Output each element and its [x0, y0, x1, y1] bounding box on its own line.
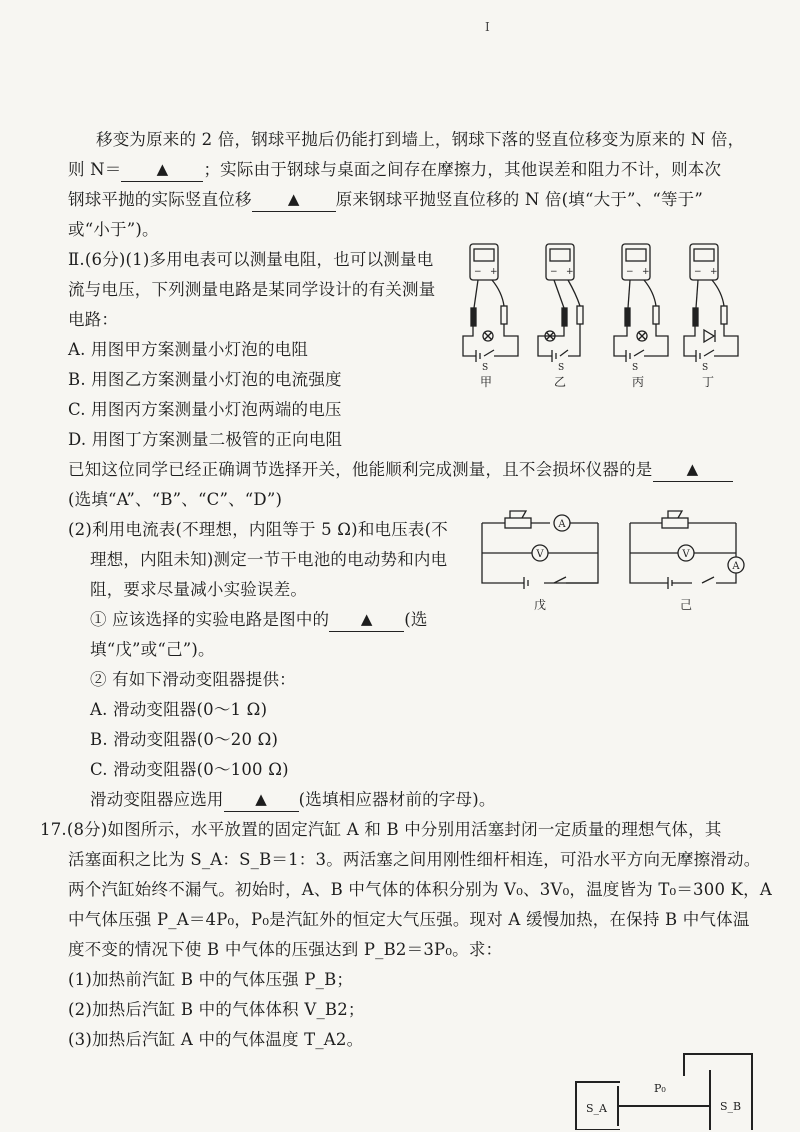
ammeter-symbol-1: A [558, 519, 566, 530]
q17-line-5: 度不变的情况下使 B 中气体的压强达到 P_B2＝3P₀。求： [68, 940, 503, 959]
fig-label-wu: 戊 [533, 598, 547, 612]
choice-1a: ① 应该选择的实验电路是图中的 [90, 610, 330, 629]
part2-q2-choice-1c: 填“戊”或“己”)。 [90, 640, 215, 659]
part2-q2-line-1: (2)利用电流表(不理想，内阻等于 5 Ω)和电压表(不 [68, 520, 448, 539]
part2-q2-choice-1 [90, 608, 428, 633]
multimeter-circuits-figure [458, 240, 758, 390]
voltmeter-symbol-2: V [682, 549, 690, 560]
option-c: C. 用图丙方案测量小灯泡两端的电压 [68, 400, 342, 419]
q17-line-3: 两个汽缸始终不漏气。初始时，A、B 中气体的体积分别为 V₀、3V₀，温度皆为 T₀＝300 K，A [68, 880, 772, 899]
answer-blank-option[interactable] [653, 457, 733, 482]
intro-line-3a: 钢球平抛的实际竖直位移 [68, 190, 252, 209]
switch-label-2: S [558, 363, 565, 373]
choice-1b: (选 [404, 610, 428, 629]
intro-line-2b: ；实际由于钢球与桌面之间存在摩擦力，其他误差和阻力不计，则本次 [203, 160, 722, 179]
rheostat-b: B. 滑动变阻器(0～20 Ω) [90, 730, 279, 749]
q17-sub-1: (1)加热前汽缸 B 中的气体压强 P_B； [68, 970, 354, 989]
should-a: 滑动变阻器应选用 [90, 790, 224, 809]
part2-q1-line-1: Ⅱ.(6分)(1)多用电表可以测量电阻，也可以测量电 [68, 250, 434, 269]
should-b: (选填相应器材前的字母)。 [298, 790, 496, 809]
q17-line-1: 17.(8分)如图所示，水平放置的固定汽缸 A 和 B 中分别用活塞封闭一定质量的理想气体，其 [40, 820, 722, 839]
switch-label-3: S [632, 363, 639, 373]
q17-sub-3: (3)加热后汽缸 A 中的气体温度 T_A2。 [68, 1030, 364, 1049]
answer-blank-circuit[interactable] [329, 607, 404, 632]
label-p0: P₀ [654, 1082, 666, 1095]
page-mark: I [485, 20, 490, 34]
answer-blank-rheostat[interactable] [224, 787, 299, 812]
option-b: B. 用图乙方案测量小灯泡的电流强度 [68, 370, 342, 389]
cylinders-figure [568, 1046, 766, 1130]
choose-line: (选填“A”、“B”、“C”、“D”) [68, 490, 283, 509]
fig-label-ji: 己 [679, 598, 693, 612]
ammeter-symbol-2: A [732, 561, 740, 572]
part2-q1-line-3: 电路： [68, 310, 119, 329]
answer-blank-n[interactable] [121, 157, 203, 182]
svg-text:−: − [474, 267, 482, 277]
battery-circuits-figure [470, 505, 760, 620]
intro-line-1: 移变为原来的 2 倍，钢球平抛后仍能打到墙上，钢球下落的竖直位移变为原来的 N 倍， [96, 130, 745, 149]
label-sb: S_B [720, 1100, 742, 1113]
voltmeter-symbol-1: V [536, 549, 544, 560]
switch-label-1: S [482, 363, 489, 373]
q17-sub-2: (2)加热后汽缸 B 中的气体体积 V_B2； [68, 1000, 365, 1019]
intro-line-2a: 则 N＝ [68, 160, 122, 179]
answer-blank-compare[interactable] [252, 187, 336, 212]
intro-line-3b: 原来钢球平抛竖直位移的 N 倍(填“大于”、“等于” [335, 190, 704, 209]
fig-label-jia: 甲 [480, 375, 493, 389]
known-text: 已知这位同学已经正确调节选择开关，他能顺利完成测量，且不会损坏仪器的是 [68, 460, 653, 479]
part2-q1-line-2: 流与电压，下列测量电路是某同学设计的有关测量 [68, 280, 436, 299]
svg-text:+: + [642, 267, 650, 277]
intro-line-3 [68, 188, 703, 213]
label-sa: S_A [586, 1102, 607, 1115]
fig-label-yi: 乙 [554, 375, 567, 389]
fig-label-ding: 丁 [702, 375, 715, 389]
option-a: A. 用图甲方案测量小灯泡的电阻 [68, 340, 309, 359]
part2-q2-choice-2: ② 有如下滑动变阻器提供： [90, 670, 296, 689]
q17-line-4: 中气体压强 P_A＝4P₀，P₀是汽缸外的恒定大气压强。现对 A 缓慢加热，在保持 B 中气体温 [68, 910, 750, 929]
part2-q2-line-2: 理想，内阻未知)测定一节干电池的电动势和内电 [90, 550, 448, 569]
svg-text:+: + [490, 267, 498, 277]
svg-text:+: + [566, 267, 574, 277]
svg-text:−: − [626, 267, 634, 277]
intro-line-4: 或“小于”)。 [68, 220, 159, 239]
svg-text:−: − [550, 267, 558, 277]
fig-label-bing: 丙 [632, 375, 645, 389]
switch-label-4: S [702, 363, 709, 373]
part2-q2-line-3: 阻，要求尽量减小实验误差。 [90, 580, 308, 599]
intro-line-2 [68, 158, 721, 183]
svg-text:−: − [694, 267, 702, 277]
q17-line-2: 活塞面积之比为 S_A：S_B＝1：3。两活塞之间用刚性细杆相连，可沿水平方向无摩擦滑动。 [68, 850, 761, 869]
rheostat-choice-line [90, 788, 496, 813]
rheostat-c: C. 滑动变阻器(0～100 Ω) [90, 760, 289, 779]
option-d: D. 用图丁方案测量二极管的正向电阻 [68, 430, 343, 449]
known-line [68, 458, 733, 483]
rheostat-a: A. 滑动变阻器(0～1 Ω) [90, 700, 268, 719]
svg-text:+: + [710, 267, 718, 277]
